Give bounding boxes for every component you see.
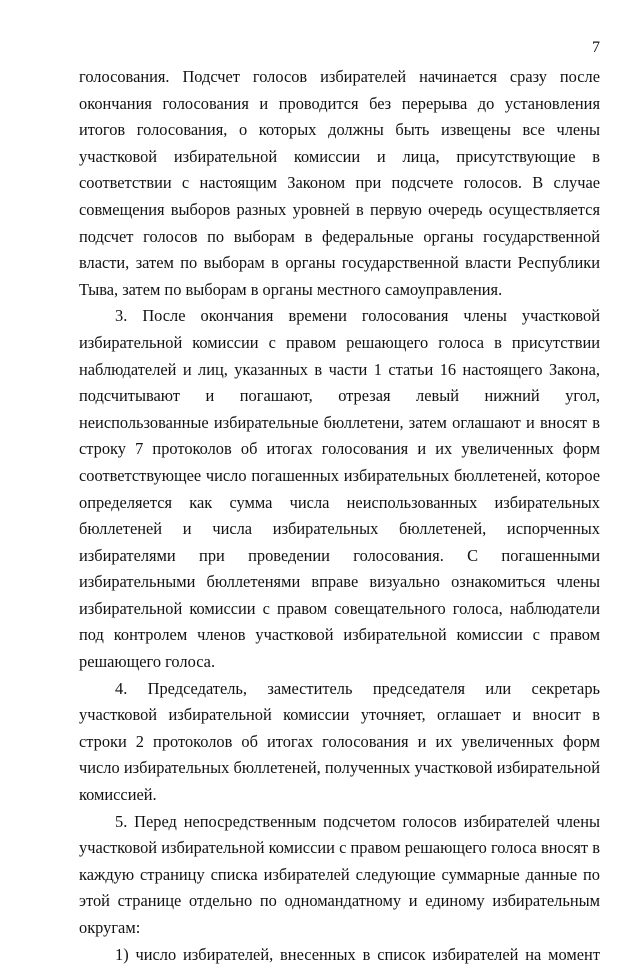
paragraph-subclause-1: 1) число избирателей, внесенных в список избирателей на момент xyxy=(115,944,600,964)
paragraph-continuation: голосования. Подсчет голосов избирателей начинается сразу после окончания голосования и проводится без перерыва до установления итогов голосования, о которых должны быть извещены все члены участковой избирательной комиссии и лица, присутствующие в соответствии с настоящим Законом при подсчете голосов. В случае совмещения выборов разных уровней в первую очередь осуществляется подсчет голосов по выборам в федеральные органы государственной власти, затем по выборам в органы государственной власти Республики Тыва, затем по выборам в органы местного самоуправления. xyxy=(79,67,600,299)
paragraph-clause-3: 3. После окончания времени голосования члены участковой избирательной комиссии с правом решающего голоса в присутствии наблюдателей и лиц, указанных в части 1 статьи 16 настоящего Закона, подсчитывают и погашают, отрезая левый нижний угол, неиспользованные избирательные бюллетени, затем оглашают и вносят в строку 7 протоколов об итогах голосования и их увеличенных форм соответствующее число погашенных избирательных бюллетеней, которое определяется как сумма числа неиспользованных избирательных бюллетеней и числа избирательных бюллетеней, испорченных избирателями при проведении голосования. С погашенными избирательными бюллетенями вправе визуально ознакомиться члены избирательной комиссии с правом совещательного голоса, наблюдатели под контролем членов участковой избирательной комиссии с правом решающего голоса. xyxy=(79,306,600,672)
paragraph-clause-5: 5. Перед непосредственным подсчетом голосов избирателей члены участковой избирательной комиссии с правом решающего голоса вносят в каждую страницу списка избирателей следующие суммарные данные по этой странице отдельно по одномандатному и единому избирательным округам: xyxy=(79,811,600,937)
paragraph-clause-4: 4. Председатель, заместитель председателя или секретарь участковой избирательной комиссии уточняет, оглашает и вносит в строки 2 протоколов об итогах голосования и их увеличенных форм число избирательных бюллетеней, полученных участковой избирательной комиссией. xyxy=(79,678,600,805)
page-number: 7 xyxy=(592,39,600,56)
document-body xyxy=(79,64,600,968)
